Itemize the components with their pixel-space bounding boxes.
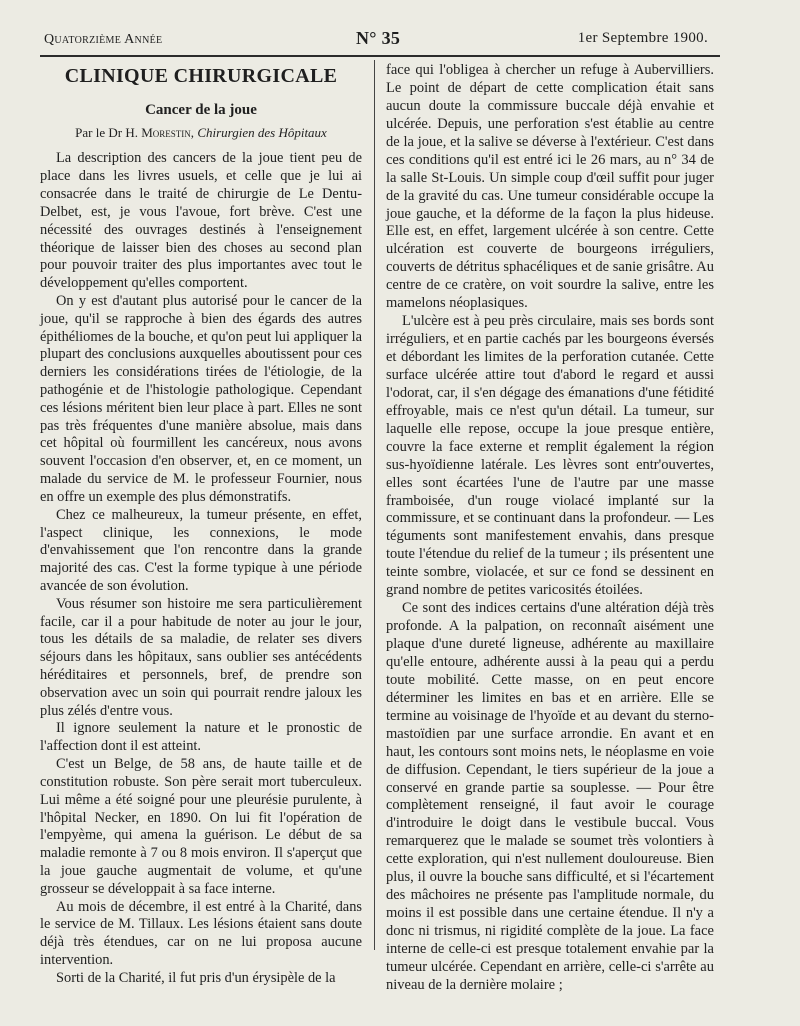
paragraph: Il ignore seulement la nature et le pronostic de l'affection dont il est atteint.: [40, 720, 362, 755]
article-title: Cancer de la joue: [145, 101, 257, 118]
paragraph: Ce sont des indices certains d'une altération déjà très profonde. A la palpation, on reconnaît aisément une plaque d'une dureté ligneuse, adhérente au maxillaire qu'elle entoure, adhérente aussi à la peau qui a perdu toute mobilité. Cette masse, on en peut encore déterminer les limites en bas et en arrière. Elle se termine au voisinage de l'hyoïde et au devant du sterno-mastoïdien par une surface arrondie. En avant et en haut, les contours sont moins nets, le néoplasme en voie de diffusion. Cependant, le tiers supérieur de la joue a conservé en grande partie sa souplesse. — Pour être complètement renseigné, il faut avoir le courage d'introduire le doigt dans le vestibule buccal. Vous remarquerez que le malade se soumet très volontiers à cette exploration, qui n'est nullement douloureuse. Bien plus, il ouvre la bouche sans difficulté, et si l'écartement des mâchoires ne présente pas l'amplitude normale, du moins il est possible dans une certaine étendue. Il n'y a donc ni trismus, ni rigidité complète de la joue. La face interne de celle-ci est presque totalement envahie par la tumeur ulcérée. Cependant en arrière, celle-ci s'arrête au niveau de la dernière molaire ;: [386, 600, 714, 993]
paragraph: Vous résumer son histoire me sera particulièrement facile, car il a pour habitude de noter au jour le jour, tous les détails de sa maladie, de relater ses divers séjours dans les hôpitaux, sans oublier ses antécédents héréditaires et personnels, bref, de prendre son observation avec un soin qui pourrait rendre jaloux les plus zélés d'entre vous.: [40, 595, 362, 719]
right-column: [386, 62, 714, 995]
byline-author: H. Morestin,: [125, 124, 195, 140]
byline: [40, 124, 362, 142]
header-issue-number: N° 35: [356, 28, 401, 48]
header-volume: Quatorzième Année: [44, 32, 163, 47]
left-column: [40, 62, 362, 988]
byline-prefix: Par le Dr: [75, 124, 123, 140]
header-date: 1er Septembre 1900.: [577, 30, 708, 46]
paragraph: On y est d'autant plus autorisé pour le cancer de la joue, qu'il se rapproche à bien des égards des autres épithéliomes de la bouche, et qu'on peut lui appliquer la plupart des conclusions auxquelles aboutissent pour ces derniers les considérations tirées de l'étiologie, de la pathogénie et de l'histologie pathologique. Cependant ces lésions méritent bien leur place à part. Elles ne sont pas très fréquentes d'une manière absolue, mais dans cet hôpital où fourmillent les cancéreux, nous avons souvent l'occasion d'en observer, et, en ce moment, un malade du service de M. le professeur Fournier, nous en offre un exemple des plus démonstratifs.: [40, 292, 362, 505]
paragraph: La description des cancers de la joue tient peu de place dans les livres usuels, et celle que je lui ai consacrée dans le traité de chirurgie de Le Dentu-Delbet, est, je vous l'avoue, fort brève. C'est une nécessité des ouvrages destinés à l'enseignement théorique de laisser bien des choses au second plan pour pouvoir traiter des plus importantes avec tout le développement qu'elles comportent.: [40, 150, 362, 292]
byline-role: Chirurgien des Hôpitaux: [197, 124, 327, 140]
header-rule: [40, 55, 720, 57]
paragraph: C'est un Belge, de 58 ans, de haute taille et de constitution robuste. Son père serait mort tuberculeux. Lui même a été soigné pour une pleurésie purulente, à l'hôpital Necker, en 1890. On lui fit l'opération de l'empyème, qui amena la guérison. Le début de sa maladie remonte à 7 ou 8 mois environ. Il s'aperçut que la joue gauche augmentait de volume, et qu'une grosseur se développait à sa face interne.: [40, 756, 362, 897]
paragraph: L'ulcère est à peu près circulaire, mais ses bords sont irréguliers, et en partie cachés par les bourgeons éversés et débordant les limites de la perforation cutanée. Cette surface ulcérée attire tout d'abord le regard et aussi l'odorat, car, il s'en dégage des émanations d'une fétidité effroyable, mais ce n'est qu'un détail. La tumeur, sur laquelle elle repose, occupe la joue presque entière, couvre la face externe et remplit également la région sus-hyoïdienne latérale. Les lèvres sont entr'ouvertes, elles sont écartées l'une de l'autre par une masse framboisée, d'un rouge violacé implanté sur la commissure, et se continuant dans la profondeur. — Les téguments sont manifestement envahis, dans presque toute l'étendue du relief de la tumeur ; ils présentent une teinte sombre, violacée, et sur ce fond se dessinent en grand nombre de petites varicosités étoilées.: [386, 313, 714, 599]
column-divider: [374, 60, 375, 950]
paragraph: Sorti de la Charité, il fut pris d'un érysipèle de la: [56, 969, 336, 986]
paragraph: Chez ce malheureux, la tumeur présente, en effet, l'aspect clinique, les connexions, le mode d'envahissement que l'on rencontre dans la grande majorité des cas. C'est la forme typique à une période avancée de son évolution.: [40, 506, 362, 594]
section-title: CLINIQUE CHIRURGICALE: [64, 65, 338, 87]
paragraph: Au mois de décembre, il est entré à la Charité, dans le service de M. Tillaux. Les lésions étaient sans doute déjà très étendues, car on ne lui proposa aucune intervention.: [40, 898, 362, 968]
paragraph: face qui l'obligea à chercher un refuge à Aubervilliers. Le point de départ de cette complication était sans aucun doute la commissure buccale déjà envahie et ulcérée. Depuis, une perforation s'est établie au centre de la joue, et la salive se déverse à l'extérieur. C'est dans ces conditions qu'il est entré ici le 26 mars, au n° 34 de la salle St-Louis. Un simple coup d'œil suffit pour juger de la gravité du cas. Une tumeur considérable occupe la joue gauche, et la déforme de la façon la plus hideuse. Elle est, en effet, largement ulcérée à son centre. Cette ulcération est couverte de bourgeons irréguliers, couverts de détritus sphacéliques et de sanie grisâtre. Au centre de ce cratère, on voit sourdre la salive, entre les mamelons néoplasiques.: [386, 62, 714, 312]
page-header: [44, 28, 708, 52]
